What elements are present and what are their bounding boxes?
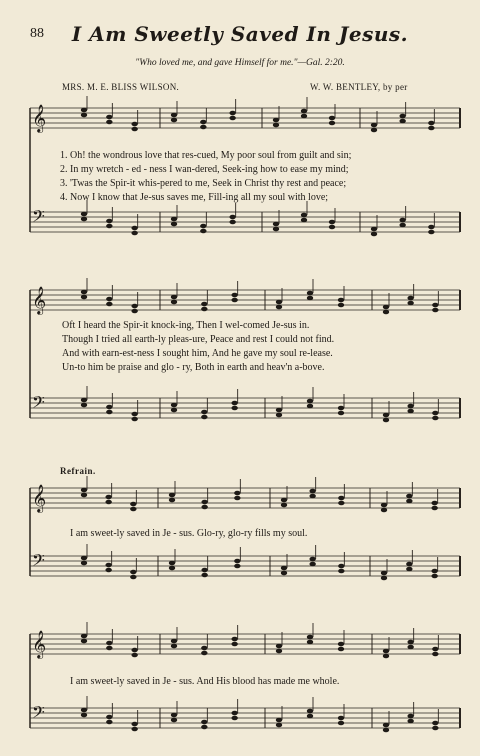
- note-head: [106, 297, 112, 302]
- verse-2-line-a: 2. In my wretch - ed - ness I wan-dered, Seek-ing how to ease my mind;: [60, 164, 349, 175]
- note-head: [338, 298, 344, 303]
- note-head: [131, 226, 137, 231]
- note-head: [309, 557, 315, 562]
- note-head: [276, 300, 282, 305]
- note-head: [301, 114, 307, 119]
- note-head: [329, 116, 335, 121]
- note-head: [231, 406, 237, 411]
- note-head: [381, 508, 387, 513]
- note-head: [106, 720, 112, 725]
- note-head: [399, 223, 405, 228]
- note-head: [338, 406, 344, 411]
- note-head: [309, 494, 315, 499]
- note-head: [171, 113, 177, 118]
- note-head: [234, 564, 240, 569]
- note-head: [383, 723, 389, 728]
- note-head: [406, 499, 412, 504]
- staff-system-2-treble: [30, 278, 460, 315]
- note-head: [171, 639, 177, 644]
- note-head: [105, 500, 111, 505]
- note-head: [131, 122, 137, 127]
- note-head: [432, 303, 438, 308]
- note-head: [201, 415, 207, 420]
- note-head: [276, 413, 282, 418]
- note-head: [200, 229, 206, 234]
- note-head: [200, 224, 206, 229]
- note-head: [169, 493, 175, 498]
- note-head: [81, 561, 87, 566]
- note-head: [201, 307, 207, 312]
- note-head: [201, 573, 207, 578]
- verse-4-line-a: 4. Now I know that Je-sus saves me, Fill-ing all my soul with love;: [60, 192, 329, 203]
- note-head: [301, 218, 307, 223]
- note-head: [371, 227, 377, 232]
- note-head: [200, 120, 206, 125]
- note-head: [432, 726, 438, 731]
- note-head: [106, 219, 112, 224]
- bass-clef-icon: 𝄢: [32, 702, 45, 726]
- note-head: [432, 647, 438, 652]
- note-head: [81, 708, 87, 713]
- note-head: [201, 500, 207, 505]
- note-head: [407, 404, 413, 409]
- note-head: [428, 230, 434, 235]
- refrain-label: Refrain.: [60, 466, 96, 476]
- verse-4-line-b: Un-to him be praise and glo - ry, Both in earth and heav'n a-bove.: [62, 362, 325, 373]
- note-head: [338, 303, 344, 308]
- note-head: [273, 227, 279, 232]
- note-head: [229, 116, 235, 121]
- note-head: [338, 496, 344, 501]
- note-head: [171, 118, 177, 123]
- note-head: [130, 507, 136, 512]
- note-head: [201, 410, 207, 415]
- note-head: [432, 721, 438, 726]
- note-head: [338, 411, 344, 416]
- note-head: [81, 493, 87, 498]
- note-head: [231, 293, 237, 298]
- note-head: [381, 571, 387, 576]
- note-head: [81, 398, 87, 403]
- note-head: [169, 498, 175, 503]
- note-head: [383, 728, 389, 733]
- note-head: [428, 225, 434, 230]
- note-head: [273, 222, 279, 227]
- note-head: [432, 416, 438, 421]
- note-head: [307, 709, 313, 714]
- note-head: [383, 654, 389, 659]
- note-head: [276, 408, 282, 413]
- note-head: [383, 649, 389, 654]
- verse-2-line-b: Though I tried all earth-ly pleas-ure, Peace and rest I could not find.: [62, 334, 335, 345]
- note-head: [231, 637, 237, 642]
- note-head: [81, 108, 87, 113]
- note-head: [399, 114, 405, 119]
- scripture-epigraph: "Who loved me, and gave Himself for me."—Gal. 2:20.: [135, 58, 345, 68]
- note-head: [131, 653, 137, 658]
- verse-3-line-a: 3. 'Twas the Spir-it whis-pered to me, Seek in Christ thy rest and peace;: [60, 178, 347, 189]
- note-head: [200, 125, 206, 130]
- note-head: [383, 310, 389, 315]
- note-head: [338, 642, 344, 647]
- note-head: [229, 220, 235, 225]
- bass-clef-icon: 𝄢: [32, 550, 45, 574]
- staff-system-4-bass: [30, 696, 460, 732]
- note-head: [81, 639, 87, 644]
- note-head: [432, 652, 438, 657]
- note-head: [229, 215, 235, 220]
- note-head: [432, 411, 438, 416]
- note-head: [329, 220, 335, 225]
- note-head: [81, 556, 87, 561]
- staff-system-1-bass: [30, 200, 460, 236]
- staff-system-4-treble: [30, 622, 460, 659]
- note-head: [276, 723, 282, 728]
- note-head: [281, 566, 287, 571]
- note-head: [231, 711, 237, 716]
- note-head: [201, 302, 207, 307]
- note-head: [307, 714, 313, 719]
- note-head: [431, 506, 437, 511]
- hymn-title: I Am Sweetly Saved In Jesus.: [71, 22, 409, 46]
- bass-clef-icon: 𝄢: [32, 392, 45, 416]
- note-head: [428, 121, 434, 126]
- note-head: [106, 715, 112, 720]
- note-head: [307, 635, 313, 640]
- note-head: [81, 488, 87, 493]
- note-head: [106, 224, 112, 229]
- note-head: [273, 123, 279, 128]
- note-head: [329, 225, 335, 230]
- note-head: [131, 304, 137, 309]
- note-head: [131, 412, 137, 417]
- note-head: [171, 217, 177, 222]
- note-head: [338, 716, 344, 721]
- note-head: [171, 644, 177, 649]
- treble-clef-icon: 𝄞: [32, 630, 47, 658]
- staff-system-3-treble: [30, 476, 460, 513]
- note-head: [307, 296, 313, 301]
- staff-system-2-bass: [30, 386, 460, 422]
- note-head: [431, 574, 437, 579]
- note-head: [407, 719, 413, 724]
- note-head: [307, 404, 313, 409]
- note-head: [371, 123, 377, 128]
- note-head: [371, 232, 377, 237]
- verse-3-line-b: And with earn-est-ness I sought him, And he gave my soul re-lease.: [62, 348, 333, 359]
- note-head: [106, 302, 112, 307]
- note-head: [276, 305, 282, 310]
- note-head: [338, 721, 344, 726]
- composer-credit: W. W. BENTLEY, by per: [310, 82, 408, 92]
- note-head: [407, 640, 413, 645]
- note-head: [431, 569, 437, 574]
- note-head: [131, 127, 137, 132]
- note-head: [407, 409, 413, 414]
- note-head: [81, 403, 87, 408]
- note-head: [234, 496, 240, 501]
- note-head: [229, 111, 235, 116]
- note-head: [383, 418, 389, 423]
- note-head: [307, 640, 313, 645]
- note-head: [301, 213, 307, 218]
- note-head: [431, 501, 437, 506]
- treble-clef-icon: 𝄞: [32, 286, 47, 314]
- note-head: [371, 128, 377, 133]
- note-head: [383, 305, 389, 310]
- refrain-line-2: I am sweet-ly saved in Je - sus. And His blood has made me whole.: [70, 676, 340, 687]
- bass-clef-icon: 𝄢: [32, 206, 45, 230]
- note-head: [273, 118, 279, 123]
- note-head: [171, 718, 177, 723]
- note-head: [338, 569, 344, 574]
- note-head: [231, 716, 237, 721]
- verse-1-line-b: Oft I heard the Spir-it knock-ing, Then I wel-comed Je-sus in.: [62, 320, 310, 331]
- note-head: [131, 231, 137, 236]
- note-head: [281, 571, 287, 576]
- note-head: [234, 491, 240, 496]
- note-head: [131, 648, 137, 653]
- note-head: [105, 495, 111, 500]
- note-head: [338, 564, 344, 569]
- note-head: [105, 568, 111, 573]
- note-head: [171, 403, 177, 408]
- note-head: [201, 725, 207, 730]
- note-head: [81, 212, 87, 217]
- note-head: [406, 562, 412, 567]
- note-head: [130, 502, 136, 507]
- note-head: [201, 651, 207, 656]
- note-head: [231, 298, 237, 303]
- note-head: [309, 562, 315, 567]
- note-head: [201, 505, 207, 510]
- note-head: [81, 217, 87, 222]
- note-head: [130, 570, 136, 575]
- staff-system-1-treble: [30, 96, 460, 133]
- note-head: [276, 649, 282, 654]
- note-head: [171, 408, 177, 413]
- note-head: [105, 563, 111, 568]
- treble-clef-icon: 𝄞: [32, 484, 47, 512]
- note-head: [106, 120, 112, 125]
- note-head: [406, 567, 412, 572]
- note-head: [407, 645, 413, 650]
- note-head: [81, 290, 87, 295]
- note-head: [338, 647, 344, 652]
- note-head: [131, 417, 137, 422]
- page-number: 88: [30, 26, 44, 41]
- note-head: [131, 309, 137, 314]
- note-head: [276, 644, 282, 649]
- note-head: [171, 300, 177, 305]
- note-head: [106, 115, 112, 120]
- note-head: [81, 113, 87, 118]
- staff-system-3-bass: [30, 544, 460, 580]
- note-head: [407, 714, 413, 719]
- note-head: [131, 722, 137, 727]
- note-head: [106, 646, 112, 651]
- note-head: [399, 218, 405, 223]
- note-head: [131, 727, 137, 732]
- note-head: [231, 401, 237, 406]
- note-head: [432, 308, 438, 313]
- note-head: [428, 126, 434, 131]
- note-head: [407, 301, 413, 306]
- note-head: [171, 295, 177, 300]
- note-head: [81, 634, 87, 639]
- note-head: [106, 405, 112, 410]
- note-head: [338, 501, 344, 506]
- note-head: [106, 410, 112, 415]
- note-head: [307, 291, 313, 296]
- note-head: [406, 494, 412, 499]
- note-head: [407, 296, 413, 301]
- note-head: [381, 576, 387, 581]
- note-head: [106, 641, 112, 646]
- note-head: [201, 646, 207, 651]
- note-head: [171, 713, 177, 718]
- note-head: [281, 498, 287, 503]
- note-head: [201, 720, 207, 725]
- lyricist-credit: MRS. M. E. BLISS WILSON.: [62, 82, 180, 92]
- note-head: [234, 559, 240, 564]
- note-head: [381, 503, 387, 508]
- note-head: [81, 295, 87, 300]
- treble-clef-icon: 𝄞: [32, 104, 47, 132]
- note-head: [169, 566, 175, 571]
- note-head: [231, 642, 237, 647]
- note-head: [201, 568, 207, 573]
- note-head: [309, 489, 315, 494]
- note-head: [301, 109, 307, 114]
- note-head: [307, 399, 313, 404]
- note-head: [281, 503, 287, 508]
- refrain-line-1: I am sweet-ly saved in Je - sus. Glo-ry, glo-ry fills my soul.: [70, 528, 308, 539]
- verse-1-line-a: 1. Oh! the wondrous love that res-cued, My poor soul from guilt and sin;: [60, 150, 352, 161]
- note-head: [329, 121, 335, 126]
- note-head: [81, 713, 87, 718]
- note-head: [171, 222, 177, 227]
- note-head: [130, 575, 136, 580]
- note-head: [399, 119, 405, 124]
- note-head: [383, 413, 389, 418]
- note-head: [276, 718, 282, 723]
- note-head: [169, 561, 175, 566]
